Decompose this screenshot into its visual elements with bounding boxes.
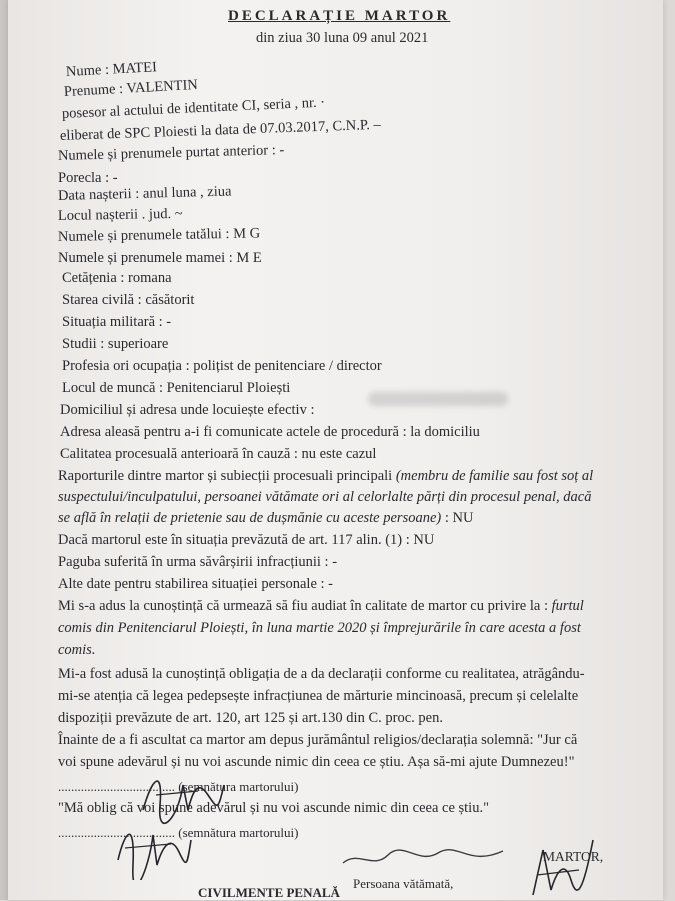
raporturi-line2: suspectului/inculpatului, persoanei vătămate ori al celorlalte părți din procesul penal, dacă	[58, 489, 592, 505]
field-mama: Numele și prenumele mamei : M E	[58, 250, 262, 266]
field-prenume: Prenume : VALENTIN	[63, 76, 199, 100]
bottom-partial-text: CIVILMENTE PENALĂ	[198, 885, 340, 900]
obligatia-line2: mi-se atenția că legea pedepsește infracțiunea de mărturie mincinoasă, precum și celelalte	[58, 688, 579, 704]
field-porecla: Porecla : -	[58, 170, 118, 186]
field-data-nasterii: Data nașterii : anul luna , ziua	[57, 183, 232, 204]
raporturi-italic3: se află în relații de prietenie sau de dușmănie cu aceste persoane)	[58, 510, 442, 526]
field-cetatenia: Cetățenia : romana	[62, 270, 172, 286]
victim-signature	[338, 845, 508, 875]
oath-2: "Mă oblig că voi spune adevărul și nu voi ascunde nimic din ceea ce știu."	[58, 800, 490, 816]
victim-label: Persoana vătămată,	[353, 876, 454, 891]
signature-line-1: .................................... (semnătura martorului)	[58, 779, 299, 794]
document-title: DECLARAȚIE MARTOR	[228, 8, 451, 24]
field-studii: Studii : superioare	[62, 336, 169, 352]
adus-italic1: furtul	[551, 598, 584, 614]
situatia-art117: Dacă martorul este în situația prevăzută de art. 117 alin. (1) : NU	[58, 532, 435, 548]
raporturi-italic1: (membru de familie sau fost soț al	[395, 468, 594, 484]
signature-line-2: .................................... (semnătura martorului)	[58, 825, 299, 840]
field-profesia: Profesia ori ocupația : polițist de penitenciare / director	[62, 358, 382, 374]
field-nume-anterior: Numele și prenumele purtat anterior : -	[57, 142, 285, 164]
field-calitatea: Calitatea procesuală anterioară în cauză : nu este cazul	[60, 446, 377, 462]
document-sheet	[8, 0, 663, 900]
obligatia-line3: dispoziții prevăzute de art. 120, art 125 și art.130 din C. proc. pen.	[58, 710, 443, 726]
alte-date: Alte date pentru stabilirea situației personale : -	[58, 576, 333, 592]
raporturi-answer: : NU	[441, 510, 474, 526]
page-edge	[0, 0, 8, 900]
witness-signature-3	[523, 830, 603, 900]
field-adresa-aleasa: Adresa aleasă pentru a-i fi comunicate actele de procedură : la domiciliu	[60, 424, 480, 440]
raporturi-line3	[58, 510, 473, 527]
redaction-smudge	[368, 392, 508, 406]
field-locul-nasterii: Locul nașterii . jud. ~	[57, 205, 183, 224]
field-eliberat: eliberat de SPC Ploiesti la data de 07.03.2017, C.N.P. –	[59, 116, 382, 144]
field-stare-civila: Starea civilă : căsătorit	[62, 292, 195, 308]
adus-line1	[58, 598, 584, 615]
field-tata: Numele și prenumele tatălui : M G	[57, 225, 261, 245]
raporturi-line1	[58, 468, 593, 485]
field-domiciliul: Domiciliul și adresa unde locuiește efectiv :	[60, 402, 315, 418]
obligatia-line4: Înainte de a fi ascultat ca martor am depus jurământul religios/declarația solemnă: "Jur că	[58, 732, 578, 748]
date-line: din ziua 30 luna 09 anul 2021	[256, 30, 429, 46]
paguba-suferita: Paguba suferită în urma săvârșirii infracțiunii : -	[58, 554, 338, 570]
witness-signature-2	[113, 810, 193, 880]
obligatia-line5: voi spune adevărul și nu voi ascunde nimic din ceea ce știu. Așa să-mi ajute Dumnezeu!"	[58, 754, 575, 770]
adus-start: Mi s-a adus la cunoștință că urmează să fiu audiat în calitate de martor cu privire la :	[58, 598, 548, 614]
adus-line2: comis din Penitenciarul Ploiești, în luna martie 2020 și împrejurările în care acesta a fost	[58, 620, 581, 636]
field-situatia-militara: Situația militară : -	[62, 314, 172, 330]
field-act-identitate: posesor al actului de identitate CI, seria , nr. ·	[61, 94, 326, 122]
witness-label: MARTOR,	[543, 849, 604, 864]
raporturi-start: Raporturile dintre martor și subiecții procesuali principali	[58, 468, 393, 484]
adus-line3: comis.	[58, 642, 96, 658]
field-loc-munca: Locul de muncă : Penitenciarul Ploiești	[62, 380, 291, 396]
field-nume: Nume : MATEI	[65, 59, 158, 80]
obligatia-line1: Mi-a fost adusă la cunoștință obligația de a da declarații conforme cu realitatea, atrăgându-	[58, 666, 585, 682]
